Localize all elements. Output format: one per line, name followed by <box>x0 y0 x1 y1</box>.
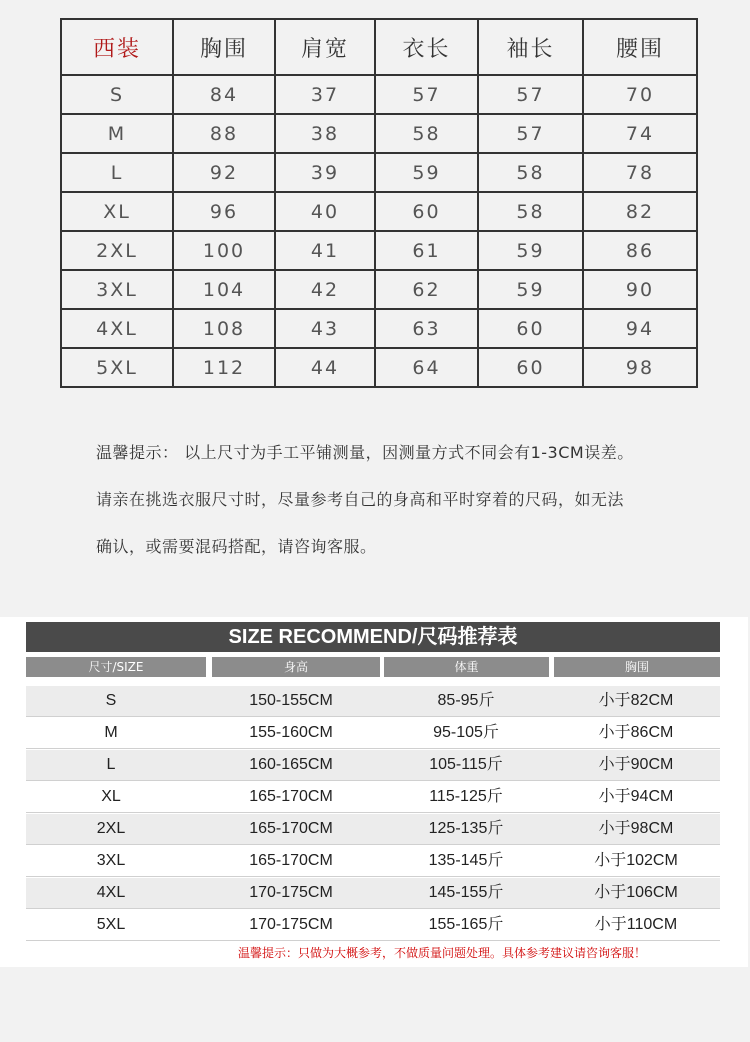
recommend-cell: 115-125斤 <box>429 788 503 805</box>
recommend-cell: 135-145斤 <box>428 852 504 869</box>
size-chart-cell: 57 <box>478 75 583 114</box>
recommend-cell: 170-175CM <box>249 884 333 901</box>
header-size: 尺寸/SIZE <box>26 657 206 677</box>
recommend-cell: 155-165斤 <box>428 916 504 933</box>
size-chart-cell: 57 <box>478 114 583 153</box>
recommend-cell: 小于90CM <box>598 756 674 773</box>
size-chart-header-row <box>61 19 697 75</box>
size-chart-cell: 58 <box>478 153 583 192</box>
header-weight: 体重 <box>384 657 549 677</box>
size-chart-cell: 39 <box>275 153 375 192</box>
size-chart-cell: 70 <box>583 75 697 114</box>
size-chart-cell: 3XL <box>61 270 173 309</box>
recommend-row <box>26 877 720 909</box>
recommend-note: 温馨提示：只做为大概参考，不做质量问题处理。具体参考建议请咨询客服！ <box>238 946 647 960</box>
size-chart-table <box>60 18 698 388</box>
header-height: 身高 <box>212 657 380 677</box>
size-chart-cell: 58 <box>478 192 583 231</box>
recommend-row <box>26 909 720 941</box>
recommend-cell: 小于98CM <box>598 820 674 837</box>
size-chart-cell: 82 <box>583 192 697 231</box>
size-chart-cell: 38 <box>275 114 375 153</box>
recommend-cell: 165-170CM <box>249 852 333 869</box>
size-chart-cell: 90 <box>583 270 697 309</box>
size-chart-cell: XL <box>61 192 173 231</box>
size-chart-cell: 63 <box>375 309 478 348</box>
size-chart-header-cell: 胸围 <box>173 19 275 75</box>
recommend-cell: 85-95斤 <box>437 692 495 709</box>
size-chart-cell: 92 <box>173 153 275 192</box>
size-chart-cell: 44 <box>275 348 375 387</box>
recommend-row <box>26 717 720 749</box>
header-chest: 胸围 <box>554 657 720 677</box>
size-chart-cell: 60 <box>478 348 583 387</box>
size-chart-header-cell: 腰围 <box>583 19 697 75</box>
recommend-cell: 小于106CM <box>594 884 678 901</box>
recommend-row <box>26 781 720 813</box>
size-chart-cell: 78 <box>583 153 697 192</box>
size-recommend-section <box>0 617 748 967</box>
size-chart-cell: 59 <box>375 153 478 192</box>
size-chart-cell: 112 <box>173 348 275 387</box>
size-chart-cell: 96 <box>173 192 275 231</box>
size-chart-header-cell: 肩宽 <box>275 19 375 75</box>
size-chart-cell: M <box>61 114 173 153</box>
size-chart-row <box>61 309 697 348</box>
size-chart-cell: 104 <box>173 270 275 309</box>
size-chart-cell: 88 <box>173 114 275 153</box>
size-notes <box>96 438 716 579</box>
recommend-cell: 小于102CM <box>594 852 678 869</box>
recommend-cell: 小于94CM <box>598 788 674 805</box>
size-chart-cell: 86 <box>583 231 697 270</box>
size-chart-row <box>61 231 697 270</box>
note-line: 确认，或需要混码搭配，请咨询客服。 <box>96 537 377 556</box>
recommend-cell: 105-115斤 <box>429 756 503 773</box>
size-chart-cell: 43 <box>275 309 375 348</box>
size-chart-row <box>61 270 697 309</box>
recommend-title: SIZE RECOMMEND/尺码推荐表 <box>26 622 720 652</box>
recommend-cell: 小于82CM <box>598 692 674 709</box>
size-chart-cell: 5XL <box>61 348 173 387</box>
size-chart-row <box>61 348 697 387</box>
size-chart-header-cell: 袖长 <box>478 19 583 75</box>
size-chart-row <box>61 153 697 192</box>
recommend-cell: 5XL <box>96 916 126 933</box>
size-chart-header-cell: 西装 <box>61 19 173 75</box>
size-chart-cell: 108 <box>173 309 275 348</box>
recommend-cell: 小于86CM <box>598 724 674 741</box>
size-chart-cell: 58 <box>375 114 478 153</box>
size-chart-cell: 59 <box>478 231 583 270</box>
size-chart-cell: 64 <box>375 348 478 387</box>
recommend-cell: S <box>105 692 117 709</box>
size-chart-cell: 4XL <box>61 309 173 348</box>
size-chart-cell: 41 <box>275 231 375 270</box>
recommend-cell: 165-170CM <box>249 820 333 837</box>
recommend-cell: 4XL <box>96 884 126 901</box>
recommend-cell: 小于110CM <box>594 916 678 933</box>
recommend-cell: 3XL <box>96 852 126 869</box>
recommend-cell: L <box>106 756 116 773</box>
recommend-row <box>26 813 720 845</box>
size-chart-cell: 2XL <box>61 231 173 270</box>
size-chart-cell: 42 <box>275 270 375 309</box>
size-chart-cell: 59 <box>478 270 583 309</box>
recommend-cell: 95-105斤 <box>433 724 499 741</box>
recommend-cell: XL <box>101 788 121 805</box>
size-chart-cell: 62 <box>375 270 478 309</box>
size-chart-cell: S <box>61 75 173 114</box>
recommend-cell: 170-175CM <box>249 916 333 933</box>
recommend-rows <box>26 685 720 941</box>
size-chart-cell: 84 <box>173 75 275 114</box>
size-chart-row <box>61 192 697 231</box>
size-chart-cell: 37 <box>275 75 375 114</box>
size-chart-cell: 60 <box>375 192 478 231</box>
size-chart-cell: 94 <box>583 309 697 348</box>
size-chart-cell: L <box>61 153 173 192</box>
recommend-header <box>26 657 720 677</box>
size-chart-cell: 61 <box>375 231 478 270</box>
size-chart-header-cell: 衣长 <box>375 19 478 75</box>
recommend-row <box>26 845 720 877</box>
recommend-cell: M <box>104 724 118 741</box>
recommend-cell: 2XL <box>96 820 126 837</box>
recommend-cell: 145-155斤 <box>428 884 504 901</box>
size-chart-row <box>61 114 697 153</box>
size-chart-cell: 100 <box>173 231 275 270</box>
note-line: 请亲在挑选衣服尺寸时，尽量参考自己的身高和平时穿着的尺码，如无法 <box>96 490 625 509</box>
recommend-row <box>26 749 720 781</box>
size-chart-cell: 98 <box>583 348 697 387</box>
recommend-row <box>26 685 720 717</box>
recommend-cell: 155-160CM <box>249 724 333 741</box>
size-chart-cell: 57 <box>375 75 478 114</box>
size-chart-cell: 74 <box>583 114 697 153</box>
note-line: 温馨提示： 以上尺寸为手工平铺测量，因测量方式不同会有1-3CM误差。 <box>96 443 634 462</box>
size-chart-cell: 40 <box>275 192 375 231</box>
recommend-cell: 125-135斤 <box>428 820 504 837</box>
size-chart-row <box>61 75 697 114</box>
recommend-cell: 160-165CM <box>249 756 333 773</box>
size-chart-cell: 60 <box>478 309 583 348</box>
recommend-cell: 150-155CM <box>249 692 333 709</box>
recommend-cell: 165-170CM <box>249 788 333 805</box>
